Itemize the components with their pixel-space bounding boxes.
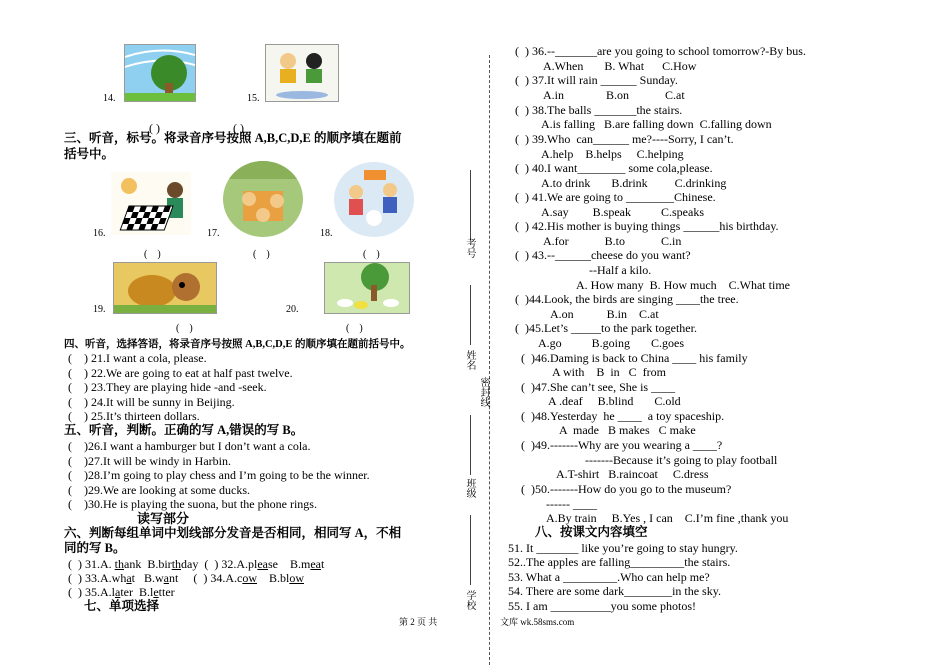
question-35: ( ) 35.A.later B.letter (68, 585, 175, 599)
question-26: ( )26.I want a hamburger but I don’t want a cola. (68, 439, 311, 453)
binding-line-2 (470, 285, 471, 345)
answer-paren-17[interactable]: ( ) (253, 249, 270, 260)
section4-heading: 四、听音，选择答语，将录音序号按照 A,B,C,D,E 的顺序填在题前括号中。 (64, 339, 411, 350)
picture-lion (113, 262, 217, 314)
label-15: 15. (247, 93, 260, 104)
options-41: A.say B.speak C.speaks (541, 205, 704, 219)
label-14: 14. (103, 93, 116, 104)
fill-53: 53. What a _________.Who can help me? (508, 570, 710, 584)
question-21: ( ) 21.I want a cola, please. (68, 351, 207, 365)
question-38: ( ) 38.The balls _______the stairs. (515, 103, 683, 117)
question-49: ( )49.-------Why are you wearing a ____? (521, 438, 723, 452)
reading-writing-title: 读写部分 (137, 511, 190, 526)
section7-heading: 七、单项选择 (84, 599, 160, 613)
binding-label-seal: 密封线 (478, 377, 489, 407)
picture-snow-play (334, 162, 414, 237)
question-33-34: ( ) 33.A.what B.want ( ) 34.A.cow B.blow (68, 571, 305, 585)
options-38: A.is falling B.are falling down C.falling down (541, 117, 772, 131)
answer-paren-19[interactable]: ( ) (176, 323, 193, 334)
binding-label-kaohao: 考号 (464, 238, 475, 258)
picture-tree-wind (124, 44, 196, 102)
question-44: ( )44.Look, the birds are singing ____the tree. (515, 292, 739, 306)
picture-chess (111, 172, 191, 235)
section5-heading: 五、听音，判断。正确的写 A,错误的写 B。 (64, 423, 304, 437)
label-18: 18. (320, 228, 333, 239)
label-16: 16. (93, 228, 106, 239)
section8-heading: 八、按课文内容填空 (535, 525, 648, 539)
binding-label-xingming: 姓名 (464, 350, 475, 370)
binding-line-1 (470, 170, 471, 240)
question-42: ( ) 42.His mother is buying things ______his birthday. (515, 219, 779, 233)
label-19: 19. (93, 304, 106, 315)
answer-paren-18[interactable]: ( ) (363, 249, 380, 260)
question-43-reply: --Half a kilo. (589, 263, 652, 277)
picture-picnic (223, 161, 303, 237)
options-45: A.go B.going C.goes (538, 336, 685, 350)
label-17: 17. (207, 228, 220, 239)
question-40: ( ) 40.I want________ some cola,please. (515, 161, 713, 175)
question-47: ( )47.She can’t see, She is ____ (521, 380, 676, 394)
question-43: ( ) 43.--______cheese do you want? (515, 248, 691, 262)
question-31-32: ( ) 31.A. thank B.birthday ( ) 32.A.please B.meat (68, 557, 325, 571)
question-46: ( )46.Daming is back to China ____ his family (521, 351, 748, 365)
page-number: 第 2 页 共 (399, 617, 438, 627)
question-29: ( )29.We are looking at some ducks. (68, 483, 250, 497)
options-50: A.By train B.Yes , I can C.I’m fine ,thank you (546, 511, 789, 525)
options-43: A. How many B. How much C.What time (576, 278, 790, 292)
options-46: A with B in C from (552, 365, 667, 379)
options-44: A.on B.in C.at (550, 307, 659, 321)
options-49: A.T-shirt B.raincoat C.dress (556, 467, 709, 481)
fill-55: 55. I am __________you some photos! (508, 599, 696, 613)
options-40: A.to drink B.drink C.drinking (541, 176, 727, 190)
answer-paren-14[interactable]: ( ) (149, 121, 160, 135)
question-50: ( )50.-------How do you go to the museum? (521, 482, 732, 496)
fill-51: 51. It _______ like you’re going to stay hungry. (508, 541, 738, 555)
binding-line-3 (470, 415, 471, 475)
answer-paren-16[interactable]: ( ) (144, 249, 161, 260)
options-47: A .deaf B.blind C.old (548, 394, 681, 408)
question-23: ( ) 23.They are playing hide -and -seek. (68, 380, 267, 394)
picture-ducks-tree (324, 262, 410, 314)
picture-kids-jumping (265, 44, 339, 102)
answer-paren-20[interactable]: ( ) (346, 323, 363, 334)
question-22: ( ) 22.We are going to eat at half past twelve. (68, 366, 293, 380)
question-45: ( )45.Let’s _____to the park together. (515, 321, 697, 335)
options-36: A.When B. What C.How (543, 59, 697, 73)
options-48: A made B makes C make (559, 423, 696, 437)
label-20: 20. (286, 304, 299, 315)
question-30: ( )30.He is playing the suona, but the phone rings. (68, 497, 317, 511)
options-37: A.in B.on C.at (543, 88, 685, 102)
binding-line-4 (470, 515, 471, 585)
options-42: A.for B.to C.in (543, 234, 682, 248)
section6-heading-line2: 同的写 B。 (64, 541, 126, 555)
question-25: ( ) 25.It’s thirteen dollars. (68, 409, 200, 423)
question-24: ( ) 24.It will be sunny in Beijing. (68, 395, 235, 409)
section3-heading-line2: 括号中。 (64, 147, 115, 161)
section3-heading: 三、听音，标号。将录音序号按照 A,B,C,D,E 的顺序填在题前 (64, 131, 402, 145)
question-37: ( ) 37.It will rain ______ Sunday. (515, 73, 678, 87)
question-39: ( ) 39.Who can______ me?----Sorry, I can’t. (515, 132, 734, 146)
binding-dashed-line (489, 55, 490, 665)
binding-label-xuexiao: 学校 (464, 590, 475, 610)
answer-paren-15[interactable]: ( ) (233, 121, 244, 135)
question-50-reply: ------ ____ (546, 497, 597, 511)
section6-heading: 六、判断每组单词中划线部分发音是否相同，相同写 A，不相 (64, 526, 402, 540)
question-41: ( ) 41.We are going to ________Chinese. (515, 190, 716, 204)
question-28: ( )28.I’m going to play chess and I’m going to be the winner. (68, 468, 370, 482)
question-36: ( ) 36.--_______are you going to school tomorrow?-By bus. (515, 44, 806, 58)
fill-52: 52..The apples are falling_________the stairs. (508, 555, 731, 569)
fill-54: 54. There are some dark________in the sky. (508, 584, 721, 598)
question-27: ( )27.It will be windy in Harbin. (68, 454, 231, 468)
binding-label-banji: 班级 (464, 478, 475, 498)
site-watermark: 文库 wk.58sms.com (500, 617, 575, 627)
question-48: ( )48.Yesterday he ____ a toy spaceship. (521, 409, 725, 423)
question-49-reply: -------Because it’s going to play football (585, 453, 778, 467)
options-39: A.help B.helps C.helping (541, 147, 684, 161)
